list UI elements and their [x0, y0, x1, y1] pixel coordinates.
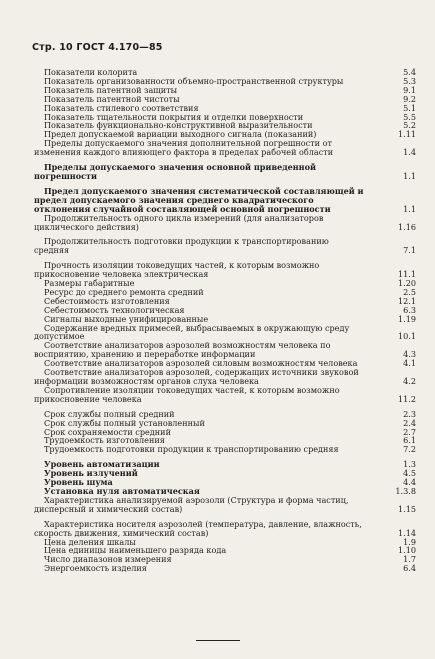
index-entry	[0, 564, 435, 573]
entry-clause-number: 12.1	[397, 295, 416, 306]
entry-text: Показатель патентной защиты	[44, 84, 178, 95]
entry-text: Трудоемкость изготовления	[44, 435, 165, 446]
entry-text: Показатель патентной чистоты	[44, 93, 180, 104]
entry-text: Показатель тщательности покрытия и отделки поверхности	[44, 111, 304, 122]
entry-clause-number: 4.3	[403, 349, 416, 360]
entry-clause-number: 10.1	[397, 331, 416, 342]
entry-text: Прочность изоляции токоведущих частей, к которым возможно прикосновение человека электрическая	[34, 260, 320, 280]
entry-clause-number: 4.1	[403, 358, 416, 369]
entry-clause-number: 1.9	[403, 536, 416, 547]
entry-text: Энергоемкость изделия	[44, 563, 147, 574]
entry-text: Цена единицы наименьшего разряда кода	[44, 545, 227, 556]
entry-text: Предел допускаемой вариации выходного сигнала (показаний)	[44, 129, 317, 140]
entry-clause-number: 11.2	[397, 393, 416, 404]
entry-text: Сигналы выходные унифицированные	[44, 313, 209, 324]
entry-text: Трудоемкость подготовки продукции к транспортированию средняя	[44, 444, 339, 455]
entry-clause-number: 1.11	[397, 129, 416, 140]
entry-text: Сопротивление изоляции токоведущих частей, к которым возможно прикосновение человека	[34, 384, 340, 404]
entry-text: Показатель организованности объемно-пространственной структуры	[44, 75, 344, 86]
entry-clause-number: 1.1	[403, 170, 416, 181]
index-entry	[0, 163, 435, 181]
entry-clause-number: 1.15	[397, 503, 416, 514]
index-entry	[0, 214, 435, 232]
entry-clause-number: 5.3	[403, 75, 416, 86]
entry-text: Пределы допускаемого значения основной приведенной погрешности	[34, 162, 317, 181]
entry-clause-number: 6.1	[403, 435, 416, 446]
entry-text: Показатели колорита	[44, 67, 138, 77]
entry-text: Себестоимость изготовления	[44, 295, 170, 306]
entry-clause-number: 6.4	[403, 563, 416, 574]
index-entry	[0, 368, 435, 386]
entry-text: Продолжительность одного цикла измерений (для анализаторов циклического действия)	[34, 212, 324, 232]
entry-text: Срок службы полный средний	[44, 408, 175, 419]
entry-clause-number: 1.19	[397, 313, 416, 324]
entry-text: Себестоимость технологическая	[44, 304, 185, 315]
index-entry	[0, 386, 435, 404]
entry-text: Уровень излучений	[44, 468, 138, 479]
entry-text: Соответствие анализаторов аэрозолей возможностям человека по восприятию, хранению и переработке информации	[34, 340, 331, 360]
entry-clause-number: 1.20	[397, 278, 416, 289]
index-entry	[0, 445, 435, 454]
entry-clause-number: 7.2	[403, 444, 416, 455]
index-entry	[0, 324, 435, 342]
entry-text: Число диапазонов измерения	[44, 554, 172, 565]
entry-clause-number: 11.1	[397, 269, 416, 280]
entry-text: Уровень автоматизации	[44, 459, 160, 470]
entry-clause-number: 4.5	[403, 468, 416, 479]
entry-text: Предел допускаемого значения систематической составляющей и предел допускаемого значения среднего квадратического отклонения случайной составляющей основной погрешности	[34, 185, 364, 214]
index-entry	[0, 520, 435, 538]
entry-clause-number: 2.3	[403, 408, 416, 419]
entry-clause-number: 4.4	[403, 477, 416, 488]
entry-clause-number: 6.3	[403, 304, 416, 315]
entry-text: Срок службы полный установленный	[44, 417, 205, 428]
index-entry	[0, 139, 435, 157]
entry-text: Размеры габаритные	[44, 278, 135, 289]
entry-clause-number: 1.7	[403, 554, 416, 565]
entry-text: Ресурс до среднего ремонта средний	[44, 286, 204, 297]
entry-text: Характеристика анализируемой аэрозоли (Структура и форма частиц, дисперсный и химический состав)	[34, 494, 349, 514]
index-entry	[0, 496, 435, 514]
entry-clause-number: 1.3.8	[395, 485, 416, 496]
entry-text: Характеристика носителя аэрозолей (температура, давление, влажность, скорость движения, химический состав)	[34, 518, 362, 538]
entry-clause-number: 4.2	[403, 376, 416, 386]
index-entry	[0, 341, 435, 359]
entry-clause-number: 5.2	[403, 120, 416, 131]
entry-text: Соответствие анализаторов аэрозолей силовым возможностям человека	[44, 358, 358, 369]
index-entry	[0, 237, 435, 255]
page-header: Стр. 10 ГОСТ 4.170—85	[32, 42, 163, 53]
entry-text: Показатель стилевого соответствия	[44, 102, 199, 113]
entry-clause-number: 9.2	[403, 93, 416, 104]
end-rule	[196, 640, 240, 641]
entry-text: Содержание вредных примесей, выбрасываемых в окружающую среду допустимое	[34, 322, 350, 342]
entry-clause-number: 2.5	[403, 286, 416, 297]
entry-clause-number: 1.1	[403, 203, 416, 214]
entry-clause-number: 1.14	[397, 527, 416, 538]
entry-clause-number: 5.1	[403, 102, 416, 113]
entry-text: Соответствие анализаторов аэрозолей, содержащих источники звуковой информации возможностям органов слуха человека	[34, 367, 359, 386]
entry-clause-number: 2.4	[403, 417, 416, 428]
entry-clause-number: 5.5	[403, 111, 416, 122]
entry-clause-number: 1.4	[403, 147, 416, 158]
index-entry	[0, 187, 435, 214]
entry-text: Уровень шума	[44, 477, 113, 488]
entry-text: Установка нуля автоматическая	[44, 485, 200, 496]
entry-text: Цена деления шкалы	[44, 536, 136, 547]
entry-clause-number: 9.1	[403, 84, 416, 95]
index-list	[0, 68, 435, 573]
entry-text: Показатель функционально-конструктивной выразительности	[44, 120, 313, 131]
entry-clause-number: 1.10	[397, 545, 416, 556]
entry-clause-number: 2.7	[403, 426, 416, 437]
entry-text: Продолжительность подготовки продукции к транспортированию средняя	[34, 236, 329, 256]
entry-clause-number: 7.1	[403, 245, 416, 256]
index-entry	[0, 261, 435, 279]
entry-clause-number: 5.4	[403, 67, 416, 77]
entry-clause-number: 1.3	[403, 459, 416, 470]
entry-text: Пределы допускаемого значения дополнительной погрешности от изменения каждого влияющего фактора в пределах рабочей области	[34, 138, 334, 158]
entry-text: Срок сохраняемости средний	[44, 426, 171, 437]
entry-clause-number: 1.16	[397, 221, 416, 232]
